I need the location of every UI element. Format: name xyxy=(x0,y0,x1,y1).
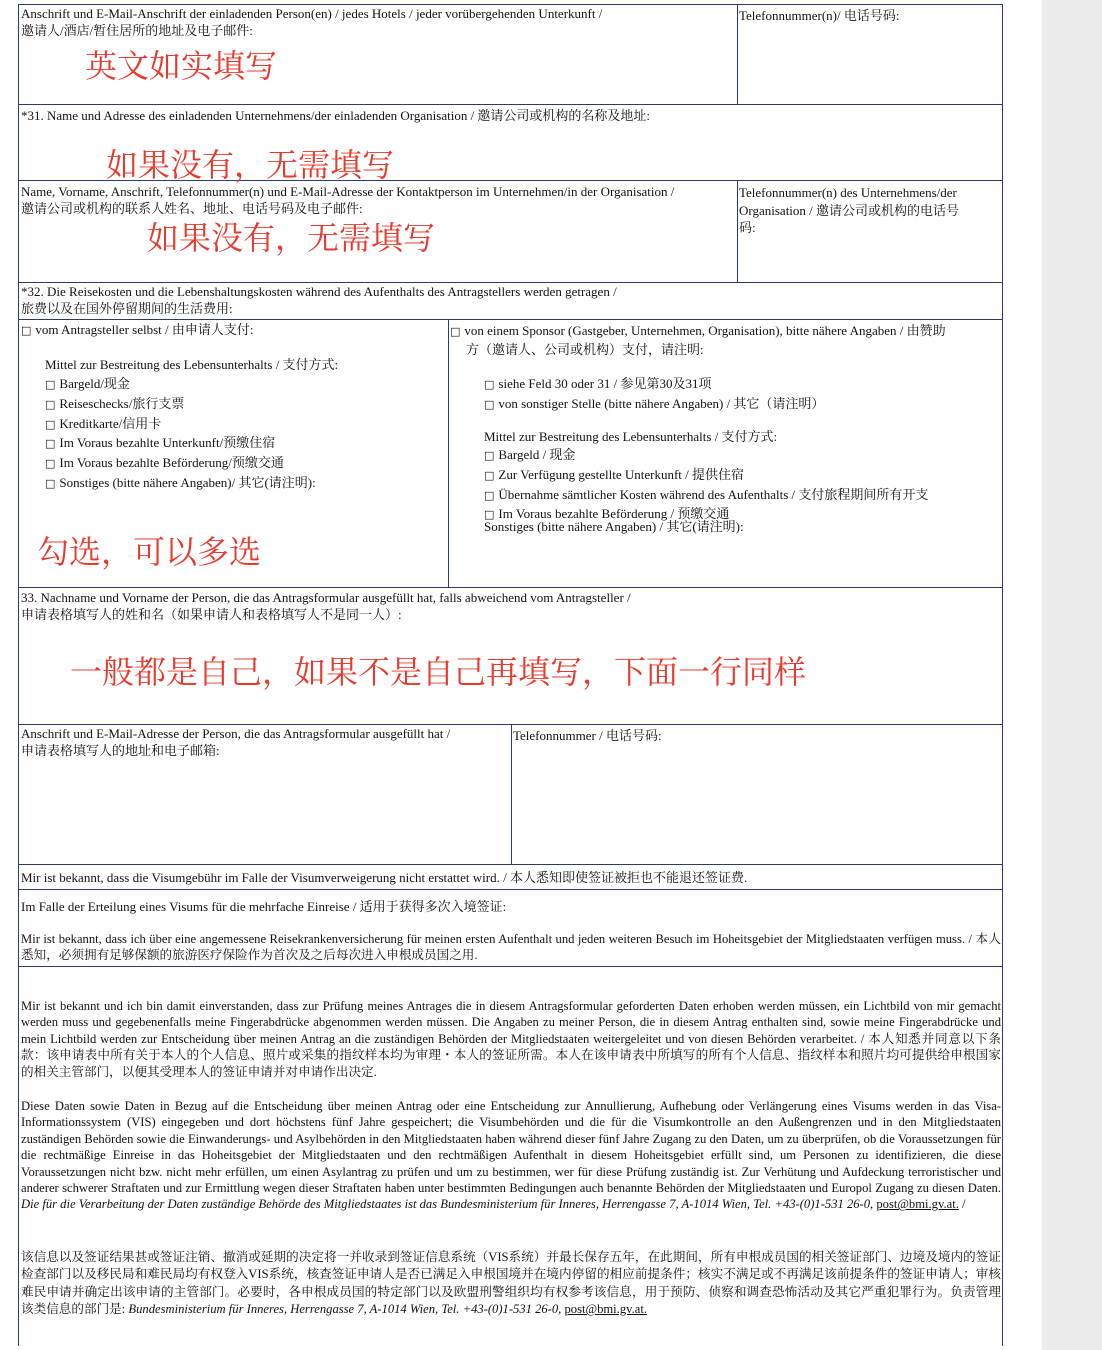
annotation-multi-select: 勾选，可以多选 xyxy=(37,533,262,571)
visa-form-page xyxy=(18,4,1003,1346)
checkbox-icon[interactable]: □ xyxy=(484,449,495,462)
divider xyxy=(19,966,1002,967)
list-item[interactable]: □ Kreditkarte/信用卡 xyxy=(45,415,162,431)
sponsor-source-list xyxy=(484,375,824,415)
list-item[interactable]: □ Im Voraus bezahlte Unterkunft/预缴住宿 xyxy=(45,435,276,451)
multi-entry-title: Im Falle der Erteilung eines Visums für die mehrfache Einreise / 适用于获得多次入境签证: xyxy=(21,899,507,914)
divider xyxy=(19,319,1002,320)
list-item[interactable]: □ Übernahme sämtlicher Kosten während des Aufenthalts / 支付旅程期间所有开支 xyxy=(484,486,929,502)
ministry-email-link[interactable]: post@bmi.gv.at. xyxy=(876,1197,959,1212)
divider xyxy=(19,864,1002,865)
inviter-phone-label: Telefonnummer(n)/ 电话号码: xyxy=(739,8,900,23)
checkbox-icon[interactable]: □ xyxy=(21,324,32,337)
section-31-label: *31. Name und Adresse des einladenden Unternehmens/der einladenden Organisation / 邀请公司或机构的名称及地址: xyxy=(21,108,651,123)
sponsor-means-title: Mittel zur Bestreitung des Lebensunterhalts / 支付方式: xyxy=(484,429,778,444)
divider xyxy=(19,282,1002,283)
checkbox-icon[interactable]: □ xyxy=(45,397,56,411)
divider xyxy=(448,319,449,587)
fee-declaration: Mir ist bekannt, dass die Visumgebühr im Falle der Visumverweigerung nicht erstattet wird. / 本人悉知即使签证被拒也不能退还签证费. xyxy=(21,870,748,885)
self-means-list xyxy=(45,375,316,494)
list-item[interactable]: □ Sonstiges (bitte nähere Angaben)/ 其它(请注明): xyxy=(45,474,316,490)
consent-declaration: Mir ist bekannt und ich bin damit einverstanden, dass zur Prüfung meines Antrages die in diesem Antragsformular geforderten Daten erhoben werden müssen, ein Lichtbild von mir gemacht werden muss und gegebenenfalls meine Fingerabdrücke abgenommen werden müssen. Die Angaben zu meiner Person, die in diesem Antrag enthalten sind, sowie meine Fingerabdrücke und mein Lichtbild werden zur Entscheidung über meinen Antrag an die zuständigen Behörden der Mitgliedstaaten weitergeleitet und von diesen Behörden verarbeitet. / 本人知悉并同意以下条款：该申请表中所有关于本人的个人信息、照片或采集的指纹样本均为审理・本人的签证所需。本人在该申请表中所填写的所有个人信息、指纹样本和照片均可提供给申根国家的相关主管部门，以便其受理本人的签证申请并对申请作出决定. xyxy=(21,999,1001,1079)
list-item[interactable]: □ Bargeld / 现金 xyxy=(484,447,576,462)
checkbox-icon[interactable]: □ xyxy=(450,325,461,338)
list-item[interactable]: □ Bargeld/现金 xyxy=(45,376,130,391)
checkbox-icon[interactable]: □ xyxy=(45,476,56,490)
annotation-fill-english: 英文如实填写 xyxy=(85,47,278,85)
section-32-label: *32. Die Reisekosten und die Lebenshaltungskosten während des Aufenthalts des Antragstellers werden getragen / 旅费以及在国外停留期间的生活费用: xyxy=(21,284,617,316)
contact-person-label: Name, Vorname, Anschrift, Telefonnummer(n) und E-Mail-Adresse der Kontaktperson im Unternehmen/in der Organisation / 邀请公司或机构的联系人姓名、地址、电话号码及电子邮件: xyxy=(21,184,675,216)
inviter-address-label: Anschrift und E-Mail-Anschrift der einladenden Person(en) / jedes Hotels / jeder vorübergehenden Unterkunft / 邀请人/酒店/暂住居所的地址及电子邮件: xyxy=(21,6,603,38)
insurance-declaration: Mir ist bekannt, dass ich über eine angemessene Reisekrankenversicherung für meinen ersten Aufenthalt und jeden weiteren Besuch im Hoheitsgebiet der Mitgliedstaaten verfügen muss. / 本人悉知，必须拥有足够保额的旅游医疗保险作为首次及之后每次进入申根成员国之用. xyxy=(21,932,1001,963)
checkbox-icon[interactable]: □ xyxy=(484,378,495,391)
list-item[interactable]: □ Im Voraus bezahlte Beförderung / 预缴交通 xyxy=(484,506,730,522)
divider xyxy=(511,724,512,864)
checkbox-icon[interactable]: □ xyxy=(45,437,56,451)
checkbox-icon[interactable]: □ xyxy=(484,468,495,482)
filler-address-label: Anschrift und E-Mail-Adresse der Person, die das Antragsformular ausgefüllt hat / 申请表格填写人的地址和电子邮箱: xyxy=(21,726,451,758)
list-item[interactable]: □ Reiseschecks/旅行支票 xyxy=(45,395,185,411)
vis-declaration-zh: 该信息以及签证结果甚或签证注销、撤消或延期的决定将一并收录到签证信息系统（VIS系统）并最长保存五年，在此期间，所有申根成员国的相关签证部门、边境及境内的签证检查部门以及移民局和难民局均有权登入VIS系统，核查签证申请人是否已满足入申根国境并在境内停留的相应前提条件；核实不满足或不再满足该前提条件的签证申请人；审核难民申请并确定出该申请的主管部门。必要时，各申根成员国的特定部门以及欧盟刑警组织均有权参考该信息，用于预防、侦察和调查恐怖活动及其它严重犯罪行为。负责管理该类信息的部门是: Bundesministerium für Inneres, Herrengasse 7, A-1014 Wien, Tel. +43-(0)1-531 26-0, post@bmi.gv.at. xyxy=(21,1250,1001,1317)
list-item[interactable]: □ Zur Verfügung gestellte Unterkunft / 提供住宿 xyxy=(484,466,745,482)
sponsor-other-label: Sonstiges (bitte nähere Angaben) / 其它(请注明): xyxy=(484,519,744,534)
checkbox-icon[interactable]: □ xyxy=(484,488,495,502)
sponsor-means-list xyxy=(484,446,928,525)
divider xyxy=(737,180,738,282)
list-item[interactable]: □ siehe Feld 30 oder 31 / 参见第30及31项 xyxy=(484,376,712,391)
divider xyxy=(19,587,1002,588)
checkbox-icon[interactable]: □ xyxy=(45,457,56,471)
annotation-not-required: 如果没有，无需填写 xyxy=(106,146,395,184)
org-phone-label: Telefonnummer(n) des Unternehmens/der Organisation / 邀请公司或机构的电话号 码: xyxy=(739,185,960,235)
self-means-title: Mittel zur Bestreitung des Lebensunterhalts / 支付方式: xyxy=(45,357,339,372)
self-paid-option: □ vom Antragsteller selbst / 由申请人支付: xyxy=(21,322,254,337)
checkbox-icon[interactable]: □ xyxy=(484,508,495,522)
section-33-label: 33. Nachname und Vorname der Person, die das Antragsformular ausgefüllt hat, falls abweichend vom Antragsteller / 申请表格填写人的姓和名（如果申请人和表格填写人不是同一人）: xyxy=(21,590,631,622)
ministry-email-link-zh[interactable]: post@bmi.gv.at. xyxy=(564,1302,647,1317)
divider xyxy=(737,5,738,104)
vis-declaration-de: Diese Daten sowie Daten in Bezug auf die Entscheidung über meinen Antrag oder eine Entscheidung zur Annullierung, Aufhebung oder Verlängerung eines Visums werden in das Visa-Informationssystem (VIS) eingegeben und dort höchstens fünf Jahre gespeichert; die Visumbehörden und die für die Visumkontrolle an den Außengrenzen und in den Mitgliedstaaten zuständigen Behörden sowie die Einwanderungs- und Asylbehörden in den Mitgliedstaaten haben während dieser fünf Jahre Zugang zu den Daten, um zu überprüfen, ob die Voraussetzungen für die rechtmäßige Einreise in das Hoheitsgebiet der Mitgliedstaaten und den rechtmäßigen Aufenthalt in diesem Hoheitsgebiet erfüllt sind, um Personen zu identifizieren, die diese Voraussetzungen nicht bzw. nicht mehr erfüllen, um einen Asylantrag zu prüfen und um zu bestimmen, wer für diese Prüfung zuständig ist. Zur Verhütung und Aufdeckung terroristischer und anderer schwerer Straftaten und zur Ermittlung wegen dieser Straftaten haben unter bestimmten Bedingungen auch benannte Behörden der Mitgliedstaaten und Europol Zugang zu diesen Daten. Die für die Verarbeitung der Daten zuständige Behörde des Mitgliedstaates ist das Bundesministerium für Inneres, Herrengasse 7, A-1014 Wien, Tel. +43-(0)1-531 26-0, post@bmi.gv.at. / xyxy=(21,1099,1001,1212)
divider xyxy=(19,104,1002,105)
divider xyxy=(19,889,1002,890)
list-item[interactable]: □ von sonstiger Stelle (bitte nähere Angaben) / 其它（请注明） xyxy=(484,395,825,411)
annotation-usually-self: 一般都是自己，如果不是自己再填写，下面一行同样 xyxy=(70,653,807,691)
checkbox-icon[interactable]: □ xyxy=(484,397,495,411)
checkbox-icon[interactable]: □ xyxy=(45,417,56,431)
sponsor-option: □ von einem Sponsor (Gastgeber, Unternehmen, Organisation), bitte nähere Angaben / 由赞助 方（邀请人、公司或机构）支付，请注明: xyxy=(450,323,946,357)
viewer-sidebar xyxy=(1042,0,1102,1350)
filler-phone-label: Telefonnummer / 电话号码: xyxy=(513,728,662,743)
annotation-not-required-contact: 如果没有，无需填写 xyxy=(147,219,436,257)
list-item[interactable]: □ Im Voraus bezahlte Beförderung/预缴交通 xyxy=(45,455,284,471)
checkbox-icon[interactable]: □ xyxy=(45,378,56,391)
